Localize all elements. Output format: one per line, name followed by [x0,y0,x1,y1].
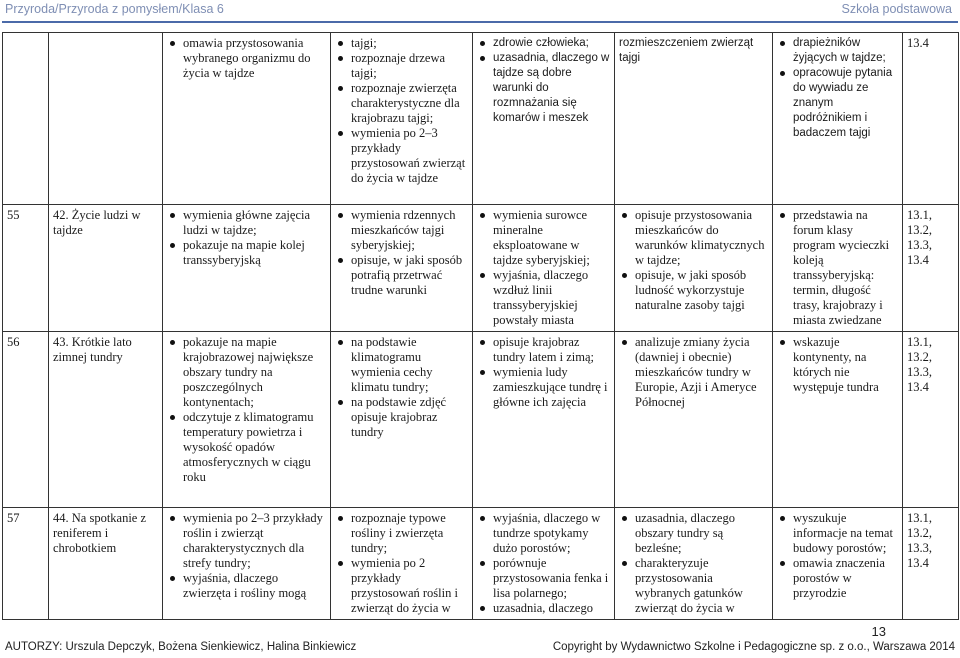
req-level-5 [773,508,903,620]
list-item: wymienia po 2–3 przykłady roślin i zwierząt charakterystycznych dla strefy tundry; [183,511,326,571]
page-header [0,0,960,22]
list-item: zdrowie człowieka; [493,36,610,51]
list-item: omawia przystosowania wybranego organizmu do życia w tajdze [183,36,326,81]
list-item: drapieżników żyjących w tajdze; [793,36,898,66]
req-level-1 [163,205,331,332]
list-item: uzasadnia, dlaczego [493,601,610,616]
lesson-number: 55 [3,205,49,332]
req-level-4 [615,332,773,508]
list-item: wymienia rdzennych mieszkańców tajgi syberyjskiej; [351,208,468,253]
list-item: opisuje, w jaki sposób ludność wykorzystuje naturalne zasoby tajgi [635,268,768,313]
req-level-3 [473,205,615,332]
req-level-3 [473,33,615,205]
footer-copyright: Copyright by Wydawnictwo Szkolne i Pedagogiczne sp. z o.o., Warszawa 2014 [552,641,955,653]
header-rule [2,21,958,23]
req-level-3 [473,332,615,508]
lesson-number [3,33,49,205]
list-item: tajgi; [351,36,468,51]
table-row [3,33,959,205]
req-level-1 [163,33,331,205]
req-level-2 [331,33,473,205]
list-item: rozpoznaje drzewa tajgi; [351,51,468,81]
list-item: przedstawia na forum klasy program wycieczki koleją transsyberyjską: termin, długość trasy, krajobrazy i miasta zwiedzane [793,208,898,328]
lesson-topic: 44. Na spotkanie z reniferem i chrobotkiem [49,508,163,620]
curriculum-table [2,32,959,620]
list-item: opisuje, w jaki sposób potrafią przetrwać trudne warunki [351,253,468,298]
req-level-3 [473,508,615,620]
list-item: wymienia po 2–3 przykłady przystosowań zwierząt do życia w tajdze [351,126,468,186]
list-item: wymienia po 2 przykłady przystosowań roślin i zwierząt do życia w [351,556,468,616]
list-item: opisuje przystosowania mieszkańców do warunków klimatycznych w tajdze; [635,208,768,268]
page-number: 13 [871,624,886,639]
req-level-4 [615,205,773,332]
req-level-2 [331,205,473,332]
list-item: wymienia ludy zamieszkujące tundrę i główne ich zajęcia [493,365,610,410]
list-item: uzasadnia, dlaczego w tajdze są dobre warunki do rozmnażania się komarów i meszek [493,52,610,124]
req-level-1 [163,332,331,508]
req-level-2 [331,508,473,620]
lesson-topic: 42. Życie ludzi w tajdze [49,205,163,332]
list-item: na podstawie zdjęć opisuje krajobraz tundry [351,395,468,440]
list-item: omawia znaczenia porostów w przyrodzie [793,556,898,601]
list-item: wyjaśnia, dlaczego wzdłuż linii transsyberyjskiej powstały miasta [493,268,610,328]
list-item: wyjaśnia, dlaczego w tundrze spotykamy dużo porostów; [493,511,610,556]
lesson-number: 56 [3,332,49,508]
list-item: opisuje krajobraz tundry latem i zimą; [493,335,610,365]
list-item: uzasadnia, dlaczego obszary tundry są bezleśne; [635,511,768,556]
list-item: porównuje przystosowania fenka i lisa polarnego; [493,556,609,600]
list-item: rozmieszczeniem zwierząt tajgi [619,37,754,64]
table-row [3,508,959,620]
list-item: charakteryzuje przystosowania wybranych gatunków zwierząt do życia w [635,556,768,616]
curriculum-code: 13.4 [903,33,959,205]
req-level-2 [331,332,473,508]
list-item: rozpoznaje typowe rośliny i zwierzęta tundry; [351,511,468,556]
curriculum-code: 13.1, 13.2, 13.3, 13.4 [903,205,959,332]
list-item: pokazuje na mapie kolej transsyberyjską [183,238,326,268]
list-item: odczytuje z klimatogramu temperatury powietrza i wysokość opadów atmosferycznych w ciągu roku [183,410,326,485]
list-item: pokazuje na mapie krajobrazowej największe obszary tundry na poszczególnych kontynentach; [183,335,326,410]
list-item: rozpoznaje zwierzęta charakterystyczne dla krajobrazu tajgi; [351,81,468,126]
req-level-5 [773,205,903,332]
lesson-topic [49,33,163,205]
curriculum-code: 13.1, 13.2, 13.3, 13.4 [903,508,959,620]
req-level-4 [615,33,773,205]
table-row [3,205,959,332]
list-item: wymienia główne zajęcia ludzi w tajdze; [183,208,326,238]
lesson-number: 57 [3,508,49,620]
list-item: wyjaśnia, dlaczego zwierzęta i rośliny mogą [183,571,326,601]
req-level-5 [773,332,903,508]
curriculum-code: 13.1, 13.2, 13.3, 13.4 [903,332,959,508]
header-school-level: Szkoła podstawowa [841,2,952,16]
header-course-path: Przyroda/Przyroda z pomysłem/Klasa 6 [5,2,224,16]
req-level-4 [615,508,773,620]
req-level-5 [773,33,903,205]
list-item: wskazuje kontynenty, na których nie występuje tundra [793,335,898,395]
footer-authors: AUTORZY: Urszula Depczyk, Bożena Sienkiewicz, Halina Binkiewicz [5,641,357,653]
list-item: opracowuje pytania do wywiadu ze znanym podróżnikiem i badaczem tajgi [793,66,898,141]
list-item: na podstawie klimatogramu wymienia cechy klimatu tundry; [351,335,468,395]
lesson-topic: 43. Krótkie lato zimnej tundry [49,332,163,508]
list-item: analizuje zmiany życia (dawniej i obecnie) mieszkańców tundry w Europie, Azji i Ameryce Północnej [635,335,768,410]
list-item: wyszukuje informacje na temat budowy porostów; [793,511,898,556]
list-item: wymienia surowce mineralne eksploatowane w tajdze syberyjskiej; [493,208,610,268]
req-level-1 [163,508,331,620]
table-row [3,332,959,508]
